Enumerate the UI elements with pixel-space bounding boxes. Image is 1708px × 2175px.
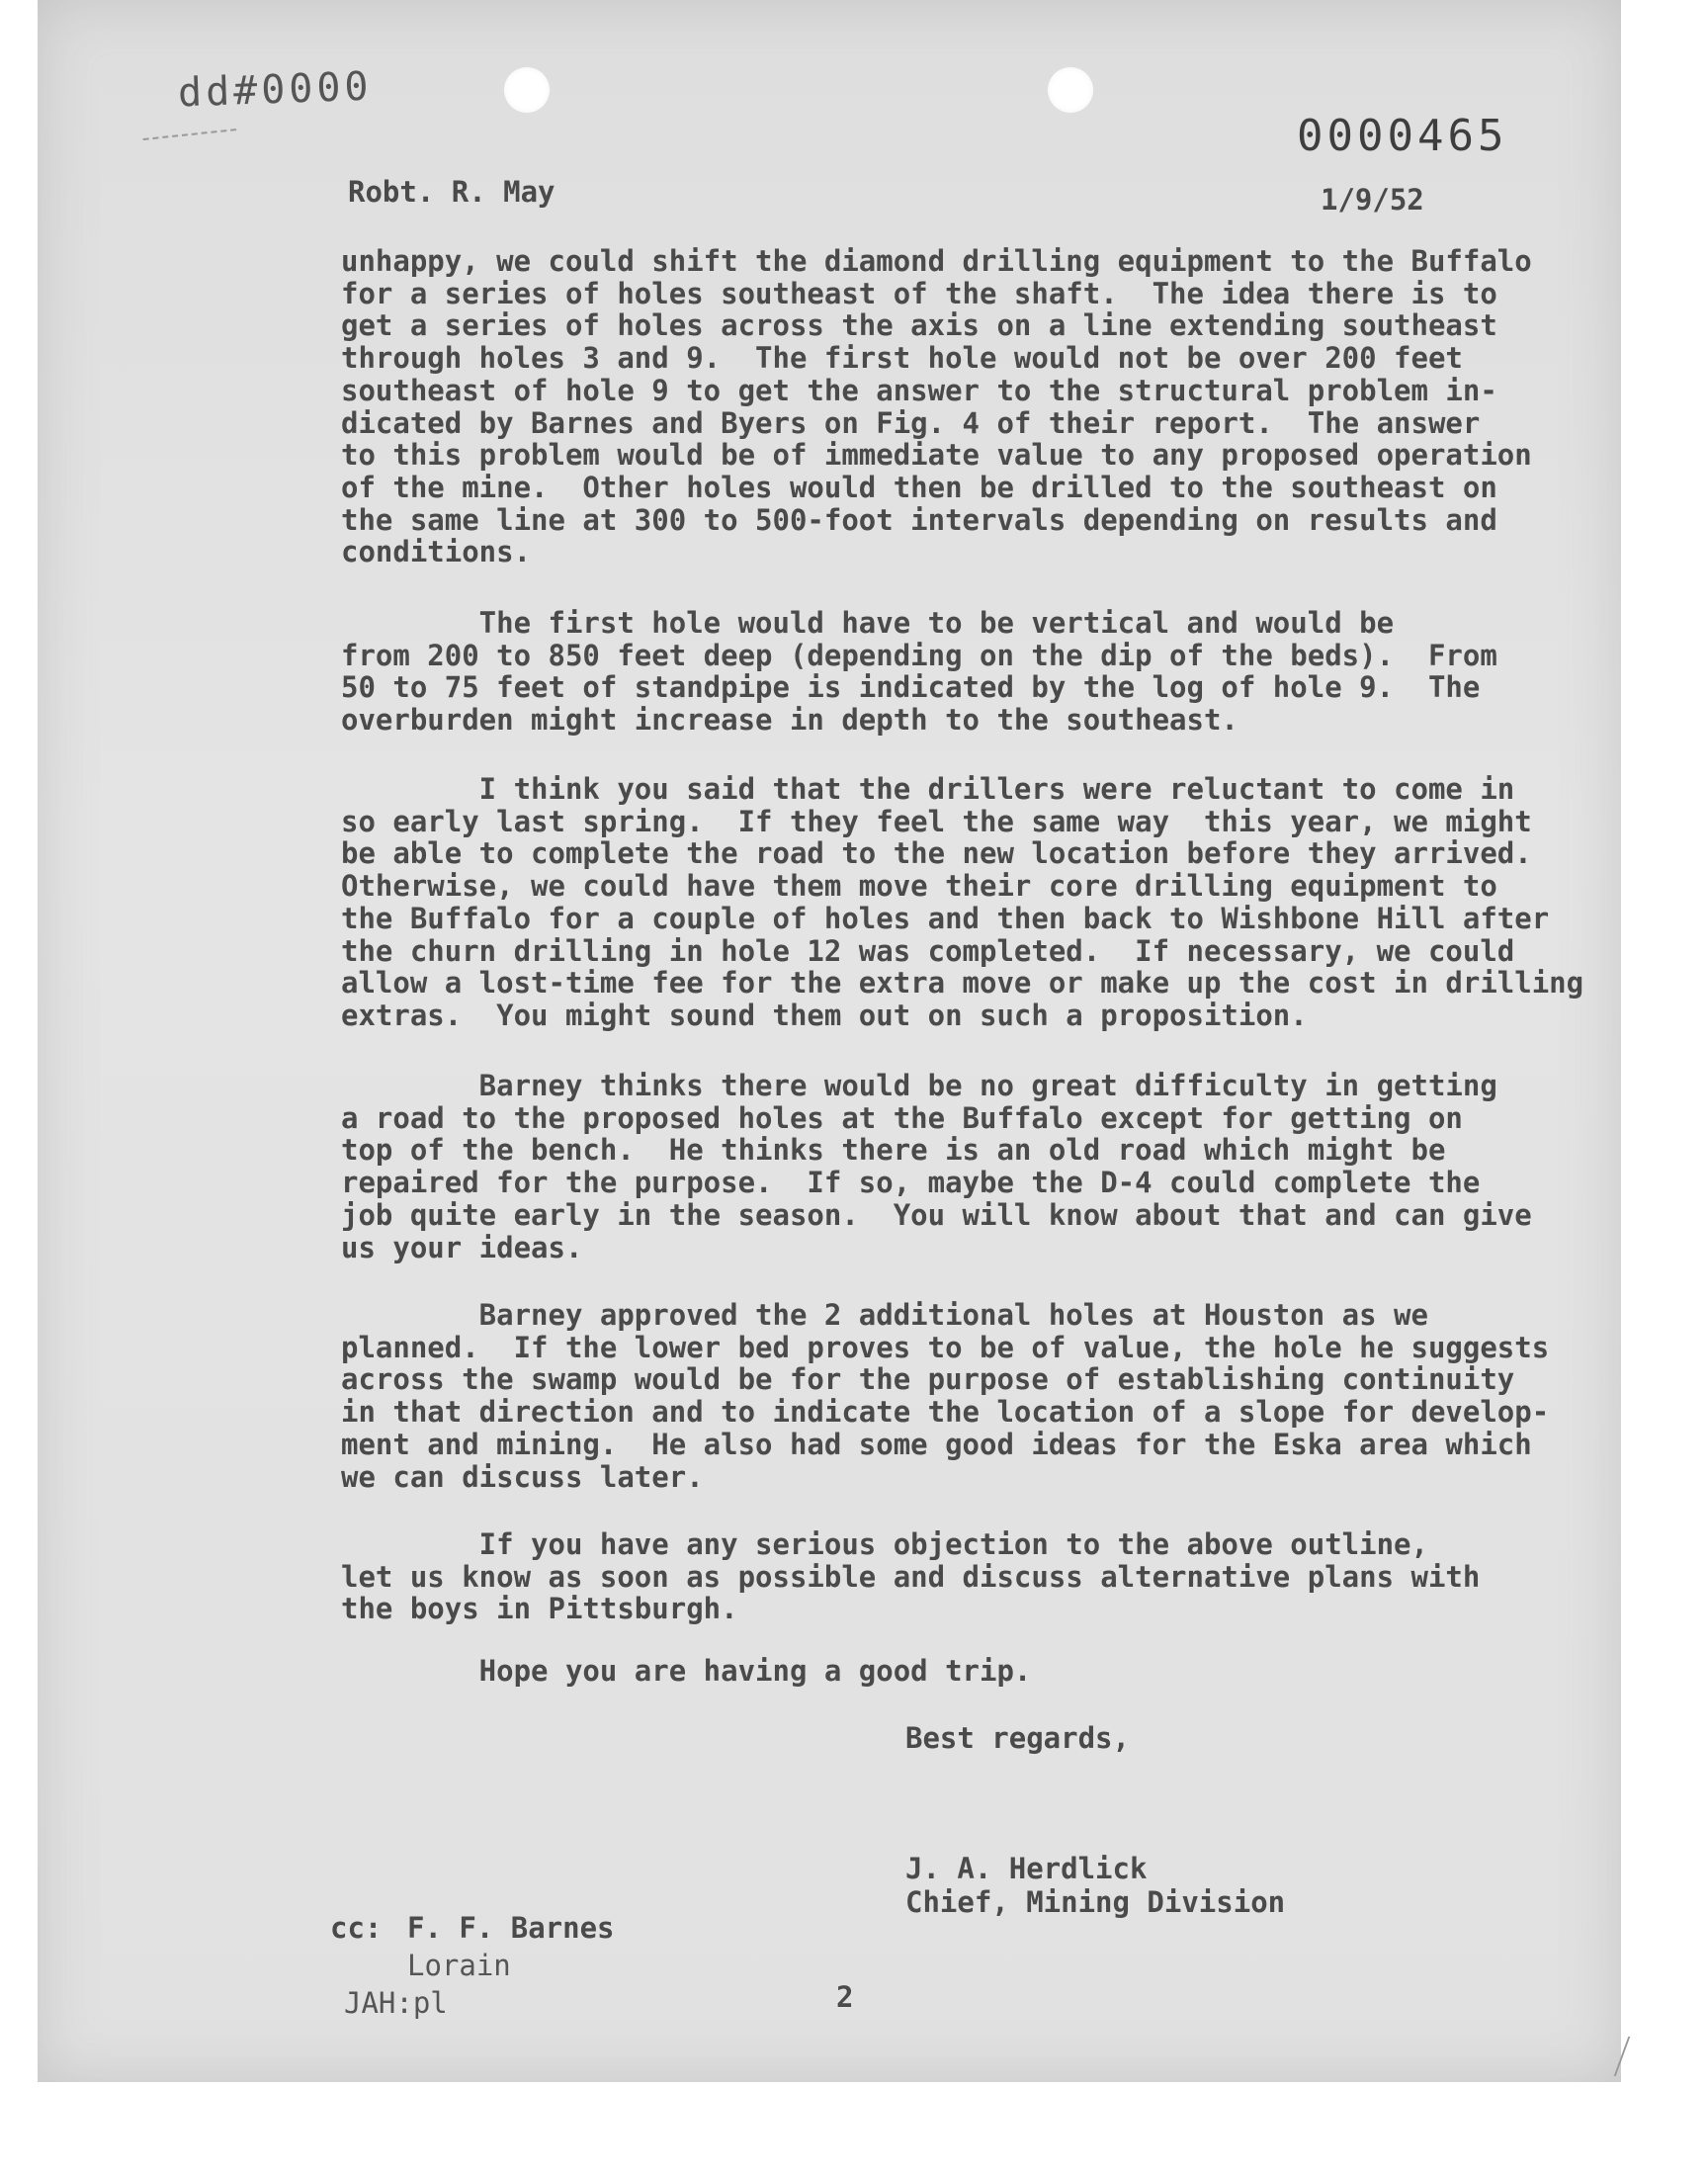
paragraph-5 xyxy=(341,1299,1549,1493)
paragraph-3 xyxy=(341,773,1583,1032)
text-line: overburden might increase in depth to the southeast. xyxy=(341,703,1238,738)
cc-label: cc: xyxy=(330,1911,383,1945)
paragraph-1 xyxy=(341,245,1532,568)
punch-hole-left xyxy=(504,67,550,113)
text-line: let us know as soon as possible and discuss alternative plans with xyxy=(341,1559,1481,1594)
text-line: southeast of hole 9 to get the answer to the structural problem in- xyxy=(341,373,1497,407)
addressee: Robt. R. May xyxy=(348,175,555,209)
text-line: so early last spring. If they feel the same way this year, we might xyxy=(341,804,1532,838)
text-line: If you have any serious objection to the above outline, xyxy=(341,1527,1428,1561)
text-line: conditions. xyxy=(341,535,532,569)
paragraph-4 xyxy=(341,1070,1532,1263)
signer-title: Chief, Mining Division xyxy=(905,1885,1286,1919)
text-line: for a series of holes southeast of the shaft. The idea there is to xyxy=(341,276,1497,310)
text-line: repaired for the purpose. If so, maybe the D-4 could complete the xyxy=(341,1166,1481,1200)
salutation: Best regards, xyxy=(905,1721,1130,1755)
text-line: top of the bench. He thinks there is an old road which might be xyxy=(341,1133,1446,1168)
text-line: unhappy, we could shift the diamond drilling equipment to the Buffalo xyxy=(341,244,1532,278)
text-line: we can discuss later. xyxy=(341,1459,704,1494)
text-line: in that direction and to indicate the location of a slope for develop- xyxy=(341,1395,1550,1430)
text-line: the churn drilling in hole 12 was completed. If necessary, we could xyxy=(341,933,1515,968)
text-line: ment and mining. He also had some good ideas for the Eska area which xyxy=(341,1427,1532,1461)
text-line: the boys in Pittsburgh. xyxy=(341,1592,738,1626)
text-line: a road to the proposed holes at the Buffalo except for getting on xyxy=(341,1100,1463,1135)
text-line: the Buffalo for a couple of holes and then back to Wishbone Hill after xyxy=(341,901,1550,935)
text-line: be able to complete the road to the new location before they arrived. xyxy=(341,836,1532,871)
text-line: Barney approved the 2 additional holes at Houston as we xyxy=(341,1298,1428,1332)
text-line: I think you said that the drillers were reluctant to come in xyxy=(341,772,1515,806)
text-line: of the mine. Other holes would then be drilled to the southeast on xyxy=(341,470,1497,504)
text-line: 50 to 75 feet of standpipe is indicated by the log of hole 9. The xyxy=(341,670,1481,705)
text-line: the same line at 300 to 500-foot intervals depending on results and xyxy=(341,502,1497,537)
text-line: Hope you are having a good trip. xyxy=(341,1654,1032,1688)
stamp-top-right: 0000465 xyxy=(1297,111,1508,161)
paragraph-7 xyxy=(341,1655,1031,1688)
page-number: 2 xyxy=(836,1980,854,2014)
text-line: through holes 3 and 9. The first hole would not be over 200 feet xyxy=(341,341,1463,376)
text-line: planned. If the lower bed proves to be of value, the hole he suggests xyxy=(341,1330,1550,1364)
text-line: extras. You might sound them out on such a proposition. xyxy=(341,998,1308,1032)
text-line: us your ideas. xyxy=(341,1230,583,1264)
signer-name: J. A. Herdlick xyxy=(905,1852,1148,1885)
text-line: allow a lost-time fee for the extra move or make up the cost in drilling xyxy=(341,966,1584,1000)
text-line: from 200 to 850 feet deep (depending on the dip of the beds). From xyxy=(341,638,1497,672)
letter-date: 1/9/52 xyxy=(1321,183,1424,217)
cc-recipient-1: F. F. Barnes xyxy=(407,1911,615,1945)
text-line: to this problem would be of immediate value to any proposed operation xyxy=(341,438,1532,473)
cc-recipient-2: Lorain xyxy=(407,1949,511,1982)
punch-hole-right xyxy=(1048,67,1093,113)
text-line: dicated by Barnes and Byers on Fig. 4 of their report. The answer xyxy=(341,405,1481,440)
text-line: get a series of holes across the axis on a line extending southeast xyxy=(341,308,1497,343)
typist-initials: JAH:pl xyxy=(344,1986,448,2020)
text-line: job quite early in the season. You will know about that and can give xyxy=(341,1197,1532,1232)
text-line: across the swamp would be for the purpose of establishing continuity xyxy=(341,1362,1515,1397)
paragraph-2 xyxy=(341,607,1497,737)
text-line: Otherwise, we could have them move their core drilling equipment to xyxy=(341,869,1497,904)
text-line: The first hole would have to be vertical and would be xyxy=(341,606,1395,640)
paragraph-6 xyxy=(341,1528,1480,1625)
text-line: Barney thinks there would be no great difficulty in getting xyxy=(341,1069,1497,1102)
stamp-top-left: dd#0000 xyxy=(177,63,374,117)
